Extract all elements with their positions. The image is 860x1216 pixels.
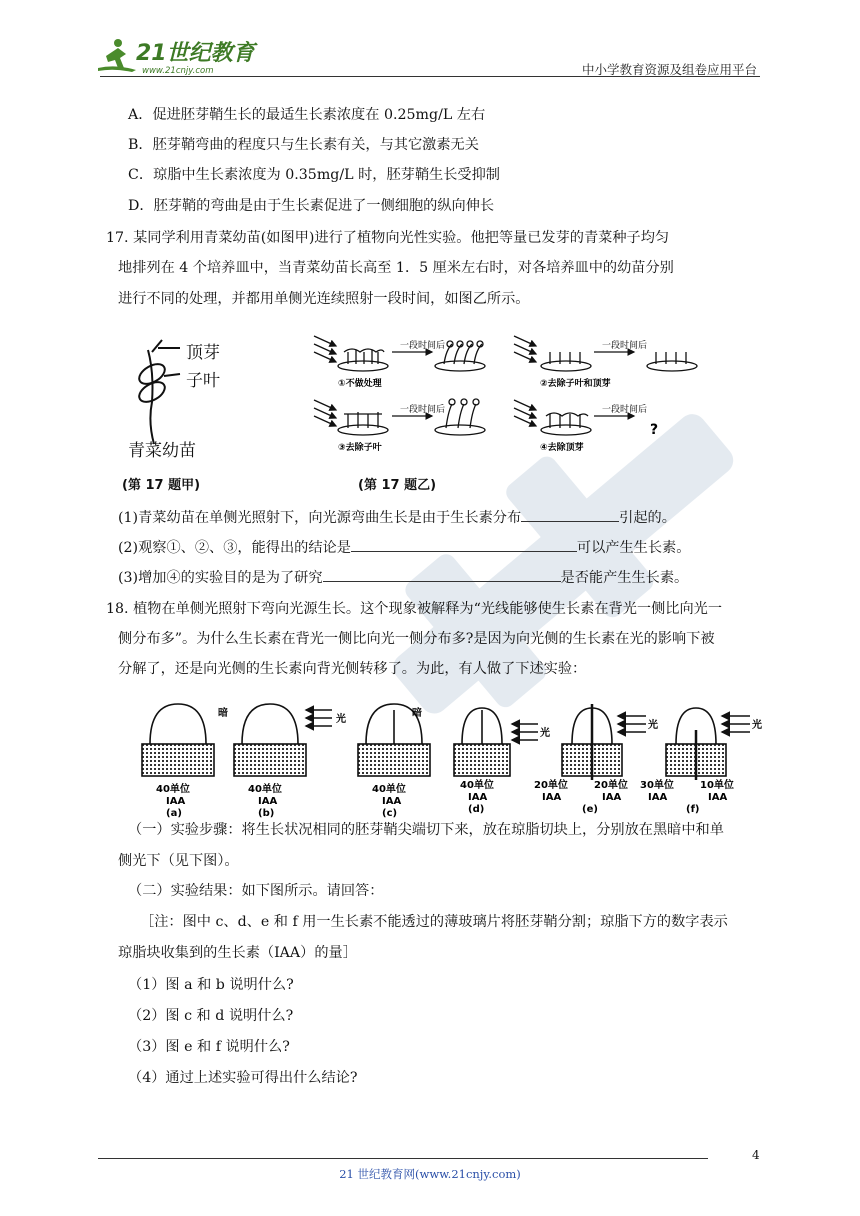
- light-label-f: 光: [752, 720, 762, 731]
- treatment-label-1: ①不做处理: [338, 379, 382, 389]
- panel-id-b: (b): [258, 808, 275, 818]
- q18-line2: 侧分布多”。为什么生长素在背光一侧比向光一侧分布多?是因为向光侧的生长素在光的影响下被: [118, 631, 715, 647]
- treatment-label-3: ③去除子叶: [338, 443, 382, 453]
- value-a: 40单位: [156, 784, 190, 795]
- q18-question-3: （3）图 e 和 f 说明什么?: [128, 1039, 290, 1055]
- page-number: 4: [752, 1148, 760, 1162]
- site-logo: [96, 34, 266, 78]
- option-b: B．胚芽鞘弯曲的程度只与生长素有关，与其它激素无关: [128, 137, 479, 153]
- q17-sub2: [118, 537, 690, 558]
- q18-question-4: （4）通过上述实验可得出什么结论?: [128, 1070, 358, 1086]
- arrow-text-2: 一段时间后: [602, 341, 648, 351]
- answer-blank-3[interactable]: [323, 567, 561, 582]
- treatment-label-2: ②去除子叶和顶芽: [540, 379, 611, 389]
- q17-sub1-post: 引起的。: [619, 510, 676, 526]
- footer-site[interactable]: 21 世纪教育网(www.21cnjy.com): [339, 1167, 521, 1181]
- q17-sub2-pre: (2)观察①、②、③，能得出的结论是: [118, 540, 351, 556]
- q18-note1: ［注：图中 c、d、e 和 f 用一生长素不能透过的薄玻璃片将胚芽鞘分割；琼脂下方的数字表示: [140, 914, 728, 930]
- light-label-d: 光: [540, 728, 550, 739]
- q18-step2: （二）实验结果：如下图所示。请回答：: [128, 883, 384, 899]
- answer-blank-2[interactable]: [351, 537, 577, 552]
- question-mark: ?: [650, 422, 659, 438]
- q17-line3: 进行不同的处理，并都用单侧光连续照射一段时间，如图乙所示。: [118, 291, 530, 307]
- q17-sub1: [118, 507, 676, 528]
- q17-line1: 17. 某同学利用青菜幼苗(如图甲)进行了植物向光性实验。他把等量已发芽的青菜种子均匀: [106, 230, 670, 246]
- q18-step1b: 侧光下（见下图）。: [118, 853, 239, 869]
- footer-rule: [98, 1158, 708, 1159]
- panel-id-a: (a): [166, 808, 182, 818]
- caption-17a: (第 17 题甲): [122, 478, 201, 493]
- header-rule: [100, 76, 760, 77]
- unit-c: IAA: [382, 796, 402, 807]
- q17-line2: 地排列在 4 个培养皿中，当青菜幼苗长高至 1．5 厘米左右时，对各培养皿中的幼苗分别: [118, 260, 674, 276]
- option-c: C．琼脂中生长素浓度为 0.35mg/L 时，胚芽鞘生长受抑制: [128, 167, 500, 183]
- unit-a: IAA: [166, 796, 186, 807]
- q17-figure-treatments: [308, 330, 728, 464]
- header-platform-text: 中小学教育资源及组卷应用平台: [581, 62, 757, 77]
- q18-line3: 分解了，还是向光侧的生长素向背光侧转移了。为此，有人做了下述实验：: [118, 661, 587, 677]
- value-d: 40单位: [460, 780, 494, 791]
- value-f-left: 30单位: [640, 780, 674, 791]
- panel-id-c: (c): [382, 808, 398, 818]
- panel-id-e: (e): [582, 804, 598, 815]
- panel-id-d: (d): [468, 804, 485, 815]
- label-top-bud: 顶芽: [186, 343, 220, 363]
- answer-blank-1[interactable]: [521, 507, 619, 522]
- label-seedling: 青菜幼苗: [128, 441, 196, 461]
- dark-label-c: 暗: [412, 708, 422, 719]
- q18-question-2: （2）图 c 和 d 说明什么?: [128, 1008, 294, 1024]
- q17-sub1-pre: (1)青菜幼苗在单侧光照射下，向光源弯曲生长是由于生长素分布: [118, 510, 522, 526]
- q17-sub3-post: 是否能产生生长素。: [560, 570, 689, 586]
- option-a: A．促进胚芽鞘生长的最适生长素浓度在 0.25mg/L 左右: [128, 107, 486, 123]
- q17-sub3-pre: (3)增加④的实验目的是为了研究: [118, 570, 323, 586]
- value-e-right: 20单位: [594, 780, 628, 791]
- label-cotyledon: 子叶: [186, 371, 220, 391]
- option-d: D．胚芽鞘的弯曲是由于生长素促进了一侧细胞的纵向伸长: [128, 198, 495, 214]
- value-f-right: 10单位: [700, 780, 734, 791]
- unit-b: IAA: [258, 796, 278, 807]
- panel-id-f: (f): [686, 804, 700, 815]
- light-label-e: 光: [648, 720, 658, 731]
- q17-sub2-post: 可以产生生长素。: [576, 540, 691, 556]
- unit-e-left: IAA: [542, 792, 562, 803]
- arrow-text-1: 一段时间后: [400, 341, 446, 351]
- dark-label-a: 暗: [218, 708, 228, 719]
- unit-d: IAA: [468, 792, 488, 803]
- value-e-left: 20单位: [534, 780, 568, 791]
- arrow-text-4: 一段时间后: [602, 405, 648, 415]
- q17-sub3: [118, 567, 688, 588]
- light-label-b: 光: [336, 714, 346, 725]
- q18-question-1: （1）图 a 和 b 说明什么?: [128, 977, 294, 993]
- unit-f-right: IAA: [708, 792, 728, 803]
- q18-figure: [126, 700, 766, 818]
- value-b: 40单位: [248, 784, 282, 795]
- q18-note2: 琼脂块收集到的生长素（IAA）的量］: [118, 945, 357, 961]
- unit-e-right: IAA: [602, 792, 622, 803]
- logo-url: www.21cnjy.com: [142, 66, 214, 76]
- q18-step1a: （一）实验步骤：将生长状况相同的胚芽鞘尖端切下来，放在琼脂切块上，分别放在黑暗中和单: [128, 822, 724, 838]
- q18-line1: 18. 植物在单侧光照射下弯向光源生长。这个现象被解释为“光线能够使生长素在背光一侧比向光一: [106, 601, 723, 617]
- arrow-text-3: 一段时间后: [400, 405, 446, 415]
- treatment-label-4: ④去除顶芽: [540, 443, 584, 453]
- logo-text: 21世纪教育: [136, 41, 255, 66]
- value-c: 40单位: [372, 784, 406, 795]
- unit-f-left: IAA: [648, 792, 668, 803]
- caption-17b: (第 17 题乙): [358, 478, 437, 493]
